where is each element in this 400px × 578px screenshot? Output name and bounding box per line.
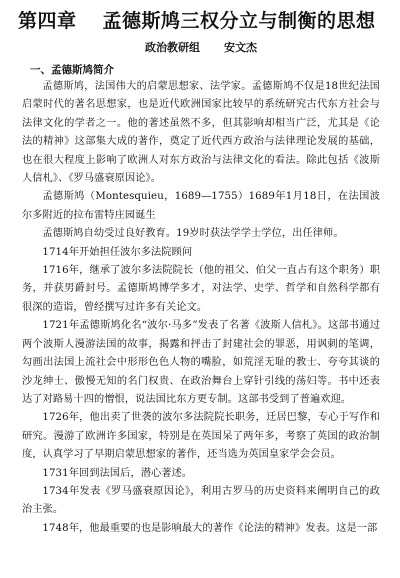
- byline-author: 安文杰: [224, 41, 257, 54]
- paragraph: 1748年，他最重要的也是影响最大的著作《论法的精神》发表。这是一部: [42, 522, 378, 534]
- paragraph: 孟德斯鸠，法国伟大的启蒙思想家、法学家。孟德斯鸠不仅是18世纪法国启蒙时代的著名思想家，也是近代欧洲国家比较早的系统研究古代东方社会与法律文化的学者之一。他的著述虽然不多，但其影响却相当广泛，尤其是《论法的精神》这部集大成的著作，奠定了近代西方政治与法律理论发展的基础，也在很大程度上影响了欧洲人对东方政治与法律文化的看法。除此包括《波斯人信札》、《罗马盛衰原因论》。: [22, 81, 380, 185]
- chapter-number: 第四章: [18, 10, 77, 32]
- body-text: [22, 78, 380, 538]
- paragraph: 1731年回到法国后，潜心著述。: [42, 467, 193, 479]
- chapter-title: [18, 8, 380, 34]
- paragraph: 1721年孟德斯鸠化名“波尔·马多”发表了名著《波斯人信札》。这部书通过两个波斯人漫游法国的故事，揭露和抨击了封建社会的罪恶，用讽刺的笔调，勾画出法国上流社会中形形色色人物的嘴脸，如荒淫无耻的教士、夸夸其谈的沙龙绅士、傲慢无知的名门权贵、在政治舞台上穿针引线的荡妇等。书中还表达了对路易十四的憎恨，说法国比东方更专制。这部书受到了普遍欢迎。: [22, 320, 380, 405]
- paragraph: 1714年开始担任波尔多法院顾问: [42, 246, 193, 258]
- chapter-name: 孟德斯鸠三权分立与制衡的思想: [102, 10, 376, 32]
- section-heading: 一、孟德斯鸠简介: [30, 64, 114, 76]
- paragraph: 1734年发表《罗马盛衰原因论》，利用古罗马的历史资料来阐明自己的政治主张。: [22, 485, 380, 516]
- paragraph: 孟德斯鸠自幼受过良好教育。19岁时获法学学士学位，出任律师。: [42, 228, 344, 240]
- byline-group: 政治教研组: [145, 41, 200, 54]
- paragraph: 孟德斯鸠（Montesquieu，1689—1755）1689年1月18日，在法国波尔多附近的拉布雷特庄园诞生: [22, 191, 380, 221]
- paragraph: 1716年，继承了波尔多法院院长（他的祖父、伯父一直占有这个职务）职务，并获男爵封号。孟德斯鸠博学多才，对法学、史学、哲学和自然科学都有很深的造诣，曾经撰写过许多有关论文。: [22, 265, 380, 313]
- paragraph: 1726年，他出卖了世袭的波尔多法院院长职务，迁居巴黎，专心于写作和研究。漫游了欧洲许多国家，特别是在英国呆了两年多，考察了英国的政治制度，认真学习了早期启蒙思想家的著作，还当选为英国皇家学会会员。: [22, 412, 380, 461]
- byline: [22, 40, 380, 56]
